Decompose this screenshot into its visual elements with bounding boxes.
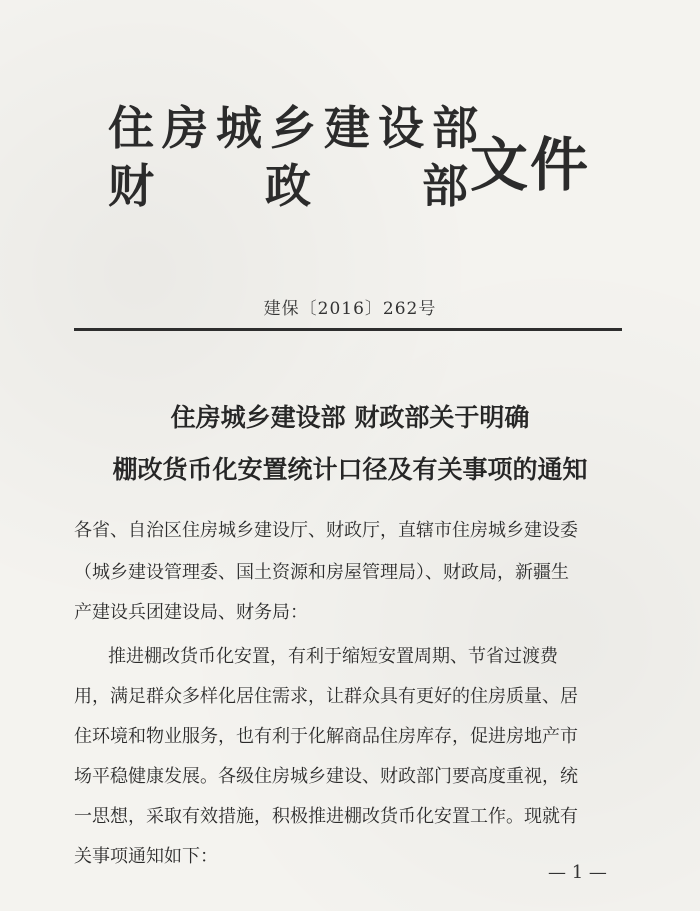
body-line-7: 场平稳健康发展。各级住房城乡建设、财政部门要高度重视，统 — [74, 766, 578, 787]
body-line-3: 产建设兵团建设局、财务局： — [74, 602, 308, 623]
document-type-label: 文件 — [470, 131, 591, 199]
body-line-5: 用，满足群众多样化居住需求，让群众具有更好的住房质量、居 — [74, 686, 578, 707]
body-line-9: 关事项通知如下： — [74, 846, 218, 867]
body-line-4: 推进棚改货币化安置，有利于缩短安置周期、节省过渡费 — [108, 646, 558, 667]
page-number: — 1 — — [548, 862, 607, 883]
issuer-line-1: 住房城乡建设部 — [108, 101, 486, 155]
issuer-line-2-char-3: 部 — [422, 159, 468, 213]
notice-title-line-2: 棚改货币化安置统计口径及有关事项的通知 — [112, 455, 588, 484]
body-line-6: 住环境和物业服务，也有利于化解商品住房库存，促进房地产市 — [74, 726, 578, 747]
issuer-line-2-char-2: 政 — [265, 159, 311, 213]
body-line-2: （城乡建设管理委、国土资源和房屋管理局）、财政局，新疆生 — [74, 562, 569, 583]
document-number: 建保〔2016〕262号 — [263, 299, 437, 319]
body-line-1: 各省、自治区住房城乡建设厅、财政厅，直辖市住房城乡建设委 — [74, 520, 578, 541]
body-line-8: 一思想，采取有效措施，积极推进棚改货币化安置工作。现就有 — [74, 806, 578, 827]
header-divider-line — [74, 328, 622, 331]
issuer-line-2-char-1: 财 — [108, 159, 154, 213]
issuer-line-2 — [108, 150, 468, 216]
notice-title-line-1: 住房城乡建设部 财政部关于明确 — [170, 403, 530, 432]
